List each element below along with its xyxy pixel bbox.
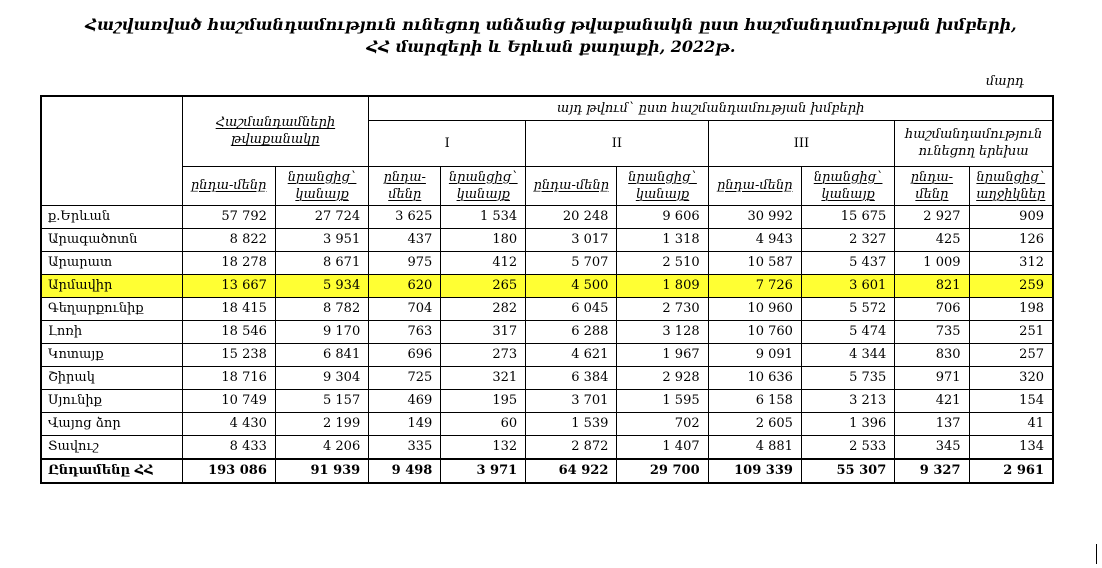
value-cell: 8 782: [275, 297, 368, 320]
value-cell: 437: [369, 228, 441, 251]
table-row: [41, 274, 1053, 297]
value-cell: 321: [441, 366, 526, 389]
value-cell: 6 158: [708, 389, 801, 412]
value-cell: 975: [369, 251, 441, 274]
value-cell: 3 213: [801, 389, 894, 412]
value-cell: 10 587: [708, 251, 801, 274]
table-body: [41, 205, 1053, 483]
value-cell: 2 730: [617, 297, 708, 320]
region-name-cell: ք.Երևան: [41, 205, 182, 228]
value-cell: 3 128: [617, 320, 708, 343]
value-cell: 1 809: [617, 274, 708, 297]
value-cell: 195: [441, 389, 526, 412]
value-cell: 251: [969, 320, 1053, 343]
group-header-2: II: [526, 120, 708, 166]
value-cell: 18 716: [182, 366, 275, 389]
subheader-all: ընդա-մենը: [526, 166, 617, 205]
region-name-cell: Գեղարքունիք: [41, 297, 182, 320]
region-name-cell: Արարատ: [41, 251, 182, 274]
value-cell: 41: [969, 412, 1053, 435]
value-cell: 9 327: [895, 459, 969, 483]
value-cell: 10 636: [708, 366, 801, 389]
region-name-cell: Ընդամենը ՀՀ: [41, 459, 182, 483]
value-cell: 3 701: [526, 389, 617, 412]
table-row: [41, 412, 1053, 435]
value-cell: 193 086: [182, 459, 275, 483]
value-cell: 132: [441, 435, 526, 459]
region-name-cell: Կոտայք: [41, 343, 182, 366]
value-cell: 2 961: [969, 459, 1053, 483]
table-row: [41, 366, 1053, 389]
value-cell: 5 934: [275, 274, 368, 297]
value-cell: 312: [969, 251, 1053, 274]
value-cell: 5 157: [275, 389, 368, 412]
value-cell: 1 539: [526, 412, 617, 435]
value-cell: 8 822: [182, 228, 275, 251]
value-cell: 1 009: [895, 251, 969, 274]
unit-label: մարդ: [985, 74, 1024, 89]
region-name-cell: Տավուշ: [41, 435, 182, 459]
value-cell: 154: [969, 389, 1053, 412]
value-cell: 64 922: [526, 459, 617, 483]
value-cell: 9 170: [275, 320, 368, 343]
value-cell: 3 971: [441, 459, 526, 483]
group-header-children: հաշմանդամություն ունեցող երեխա: [895, 120, 1053, 166]
value-cell: 3 017: [526, 228, 617, 251]
value-cell: 2 928: [617, 366, 708, 389]
value-cell: 2 510: [617, 251, 708, 274]
region-name-cell: Արագածոտն: [41, 228, 182, 251]
total-group-header: Հաշմանդամների թվաքանակը: [182, 96, 369, 166]
value-cell: 265: [441, 274, 526, 297]
value-cell: 1 407: [617, 435, 708, 459]
table-header: [41, 96, 1053, 205]
value-cell: 1 396: [801, 412, 894, 435]
value-cell: 282: [441, 297, 526, 320]
value-cell: 180: [441, 228, 526, 251]
value-cell: 4 881: [708, 435, 801, 459]
group-header-3: III: [708, 120, 895, 166]
value-cell: 10 960: [708, 297, 801, 320]
value-cell: 18 278: [182, 251, 275, 274]
value-cell: 2 199: [275, 412, 368, 435]
value-cell: 126: [969, 228, 1053, 251]
value-cell: 27 724: [275, 205, 368, 228]
value-cell: 10 760: [708, 320, 801, 343]
value-cell: 6 045: [526, 297, 617, 320]
value-cell: 1 318: [617, 228, 708, 251]
value-cell: 5 572: [801, 297, 894, 320]
value-cell: 696: [369, 343, 441, 366]
table-total-row: [41, 459, 1053, 483]
region-name-cell: Շիրակ: [41, 366, 182, 389]
value-cell: 1 534: [441, 205, 526, 228]
value-cell: 57 792: [182, 205, 275, 228]
value-cell: 259: [969, 274, 1053, 297]
value-cell: 763: [369, 320, 441, 343]
value-cell: 29 700: [617, 459, 708, 483]
value-cell: 9 304: [275, 366, 368, 389]
value-cell: 5 707: [526, 251, 617, 274]
by-group-header: այդ թվում` ըստ հաշմանդամության խմբերի: [369, 96, 1053, 120]
value-cell: 15 238: [182, 343, 275, 366]
value-cell: 317: [441, 320, 526, 343]
value-cell: 60: [441, 412, 526, 435]
region-name-cell: Վայոց ձոր: [41, 412, 182, 435]
value-cell: 421: [895, 389, 969, 412]
value-cell: 735: [895, 320, 969, 343]
value-cell: 4 206: [275, 435, 368, 459]
subheader-women: նրանցից` կանայք: [441, 166, 526, 205]
table-row: [41, 320, 1053, 343]
subheader-women: նրանցից` կանայք: [275, 166, 368, 205]
value-cell: 20 248: [526, 205, 617, 228]
value-cell: 620: [369, 274, 441, 297]
value-cell: 4 943: [708, 228, 801, 251]
value-cell: 702: [617, 412, 708, 435]
disability-table: [40, 95, 1054, 484]
value-cell: 149: [369, 412, 441, 435]
value-cell: 320: [969, 366, 1053, 389]
value-cell: 5 735: [801, 366, 894, 389]
value-cell: 273: [441, 343, 526, 366]
value-cell: 469: [369, 389, 441, 412]
value-cell: 15 675: [801, 205, 894, 228]
table-row: [41, 297, 1053, 320]
value-cell: 2 605: [708, 412, 801, 435]
value-cell: 706: [895, 297, 969, 320]
group-header-1: I: [369, 120, 526, 166]
value-cell: 9 498: [369, 459, 441, 483]
title-line-1: Հաշվառված հաշմանդամություն ունեցող անձանց թվաքանակն ըստ հաշմանդամության խմբերի,: [85, 15, 1017, 34]
value-cell: 18 415: [182, 297, 275, 320]
value-cell: 335: [369, 435, 441, 459]
value-cell: 425: [895, 228, 969, 251]
value-cell: 1 967: [617, 343, 708, 366]
value-cell: 6 288: [526, 320, 617, 343]
subheader-girls: նրանցից` աղջիկներ: [969, 166, 1053, 205]
value-cell: 4 344: [801, 343, 894, 366]
value-cell: 2 327: [801, 228, 894, 251]
value-cell: 3 601: [801, 274, 894, 297]
table-row: [41, 435, 1053, 459]
value-cell: 4 500: [526, 274, 617, 297]
value-cell: 91 939: [275, 459, 368, 483]
value-cell: 821: [895, 274, 969, 297]
region-name-cell: Սյունիք: [41, 389, 182, 412]
value-cell: 345: [895, 435, 969, 459]
region-header-cell: [41, 96, 182, 205]
value-cell: 725: [369, 366, 441, 389]
value-cell: 6 841: [275, 343, 368, 366]
value-cell: 9 091: [708, 343, 801, 366]
value-cell: 30 992: [708, 205, 801, 228]
text-cursor: [1096, 544, 1097, 564]
value-cell: 5 437: [801, 251, 894, 274]
subheader-women: նրանցից` կանայք: [617, 166, 708, 205]
value-cell: 971: [895, 366, 969, 389]
subheader-all: ընդա-մենը: [182, 166, 275, 205]
value-cell: 13 667: [182, 274, 275, 297]
value-cell: 2 872: [526, 435, 617, 459]
value-cell: 55 307: [801, 459, 894, 483]
value-cell: 704: [369, 297, 441, 320]
value-cell: 18 546: [182, 320, 275, 343]
value-cell: 8 433: [182, 435, 275, 459]
title-line-2: ՀՀ մարզերի և Երևան քաղաքի, 2022թ.: [366, 37, 736, 56]
subheader-all: ընդա-մենը: [369, 166, 441, 205]
subheader-all: ընդա-մենը: [708, 166, 801, 205]
value-cell: 909: [969, 205, 1053, 228]
value-cell: 198: [969, 297, 1053, 320]
value-cell: 257: [969, 343, 1053, 366]
page-title: [0, 14, 1102, 58]
subheader-all: ընդա-մենը: [895, 166, 969, 205]
value-cell: 8 671: [275, 251, 368, 274]
value-cell: 137: [895, 412, 969, 435]
value-cell: 3 625: [369, 205, 441, 228]
value-cell: 10 749: [182, 389, 275, 412]
table-row: [41, 228, 1053, 251]
value-cell: 9 606: [617, 205, 708, 228]
value-cell: 4 621: [526, 343, 617, 366]
table-row: [41, 389, 1053, 412]
table-row: [41, 343, 1053, 366]
table-row: [41, 251, 1053, 274]
region-name-cell: Լոռի: [41, 320, 182, 343]
value-cell: 109 339: [708, 459, 801, 483]
value-cell: 412: [441, 251, 526, 274]
value-cell: 6 384: [526, 366, 617, 389]
subheader-women: նրանցից` կանայք: [801, 166, 894, 205]
value-cell: 2 927: [895, 205, 969, 228]
value-cell: 7 726: [708, 274, 801, 297]
value-cell: 830: [895, 343, 969, 366]
value-cell: 5 474: [801, 320, 894, 343]
region-name-cell: Արմավիր: [41, 274, 182, 297]
value-cell: 2 533: [801, 435, 894, 459]
value-cell: 1 595: [617, 389, 708, 412]
value-cell: 4 430: [182, 412, 275, 435]
table-row: [41, 205, 1053, 228]
value-cell: 3 951: [275, 228, 368, 251]
value-cell: 134: [969, 435, 1053, 459]
